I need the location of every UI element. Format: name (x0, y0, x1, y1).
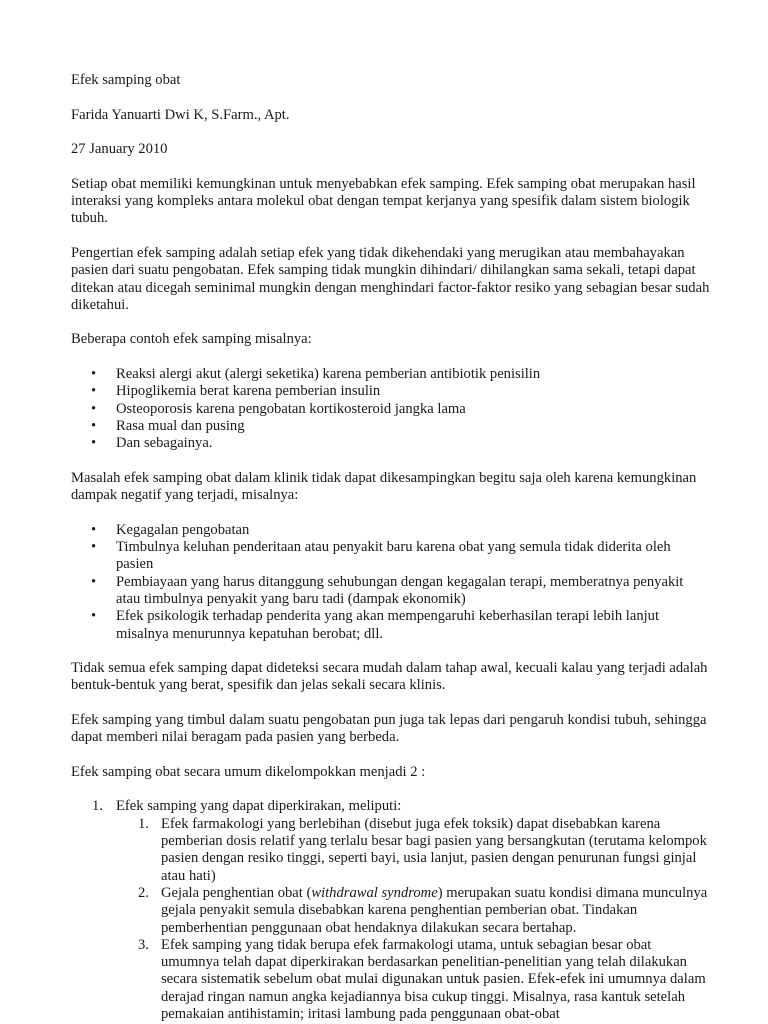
bullet-icon: • (91, 417, 97, 434)
impacts-list (71, 522, 711, 643)
list-item: • Rasa mual dan pusing (91, 417, 245, 434)
bullet-icon: • (91, 400, 97, 417)
list-number: 3. (138, 936, 149, 953)
paragraph-groups-lead: Efek samping obat secara umum dikelompokkan menjadi 2 : (71, 763, 426, 780)
list-item (71, 798, 711, 1023)
examples-list (71, 366, 711, 452)
list-item: • Kegagalan pengobatan (91, 521, 250, 538)
bullet-icon: • (91, 383, 97, 400)
paragraph-examples-lead: Beberapa contoh efek samping misalnya: (71, 331, 312, 348)
bullet-icon: • (91, 608, 97, 625)
list-item: • Efek psikologik terhadap penderita yang akan mempengaruhi keberhasilan terapi lebih lanjut misalnya menurunnya kepatuhan berobat; dll. (91, 608, 660, 642)
sub-list (116, 816, 711, 1024)
paragraph-detection: Tidak semua efek samping dapat dideteksi secara mudah dalam tahap awal, kecuali kalau yang terjadi adalah bentuk-bentuk yang berat, spesifik dan jelas sekali secara klinis. (71, 660, 708, 694)
italic-term: withdrawal syndrome (311, 884, 438, 901)
list-item: 3. Efek samping yang tidak berupa efek farmakologi utama, untuk sebagian besar obat umumnya telah dapat diperkirakan berdasarkan penelitian-penelitian yang telah dilakukan secara sistematik sebelum obat mulai digunakan untuk pasien. Efek-efek ini umumnya dalam derajad ringan namun angka kejadiannya bisa cukup tinggi. Misalnya, rasa kantuk setelah pemakaian antihistamin; iritasi lambung pada penggunaan obat-obat (138, 936, 706, 1023)
list-item: • Dan sebagainya. (91, 435, 213, 452)
paragraph-impacts-lead: Masalah efek samping obat dalam klinik tidak dapat dikesampingkan begitu saja oleh karena kemungkinan dampak negatif yang terjadi, misalnya: (71, 469, 697, 504)
list-item: • Reaksi alergi akut (alergi seketika) karena pemberian antibiotik penisilin (91, 366, 541, 383)
bullet-icon: • (91, 521, 97, 538)
paragraph-intro: Setiap obat memiliki kemungkinan untuk menyebabkan efek samping. Efek samping obat merupakan hasil interaksi yang kompleks antara molekul obat dengan tempat kerjanya yang spesifik dalam sistem biologik tubuh. (71, 175, 696, 227)
list-item: • Hipoglikemia berat karena pemberian insulin (91, 383, 381, 400)
groups-list (71, 798, 711, 1023)
list-item: 2. Gejala penghentian obat (withdrawal syndrome) merupakan suatu kondisi dimana munculnya gejala penyakit semula disebabkan karena penghentian pemberian obat. Tindakan pemberhentian penggunaan obat hendaknya dilakukan secara bertahap. (138, 884, 708, 936)
document-page (71, 72, 711, 1023)
list-item: • Timbulnya keluhan penderitaan atau penyakit baru karena obat yang semula tidak diderita oleh pasien (91, 539, 671, 573)
group-label: Efek samping yang dapat diperkirakan, meliputi: (116, 798, 402, 815)
document-author: Farida Yanuarti Dwi K, S.Farm., Apt. (71, 106, 290, 123)
list-item: 1. Efek farmakologi yang berlebihan (disebut juga efek toksik) dapat disebabkan karena pemberian dosis relatif yang terlalu besar bagi pasien yang bersangkutan (terutama kelompok pasien dengan resiko tinggi, seperti bayi, usia lanjut, pasien dengan penurunan fungsi ginjal atau hati) (138, 815, 707, 884)
paragraph-body-condition: Efek samping yang timbul dalam suatu pengobatan pun juga tak lepas dari pengaruh kondisi tubuh, sehingga dapat memberi nilai beragam pada pasien yang berbeda. (71, 711, 707, 746)
list-item: • Osteoporosis karena pengobatan kortikosteroid jangka lama (91, 400, 466, 417)
list-number: 2. (138, 884, 149, 901)
list-number: 1. (92, 798, 103, 815)
bullet-icon: • (91, 573, 97, 590)
document-date: 27 January 2010 (71, 141, 168, 158)
bullet-icon: • (91, 435, 97, 452)
bullet-icon: • (91, 366, 97, 383)
paragraph-definition: Pengertian efek samping adalah setiap efek yang tidak dikehendaki yang merugikan atau membahayakan pasien dari suatu pengobatan. Efek samping tidak mungkin dihindari/ dihilangkan sama sekali, tetapi dapat ditekan atau dicegah seminimal mungkin dengan menghindari factor-faktor resiko yang sebagian besar sudah diketahui. (71, 244, 710, 313)
bullet-icon: • (91, 539, 97, 556)
list-number: 1. (138, 815, 149, 832)
list-item: • Pembiayaan yang harus ditanggung sehubungan dengan kegagalan terapi, memberatnya penyakit atau timbulnya penyakit yang baru tadi (dampak ekonomik) (91, 573, 684, 607)
document-title: Efek samping obat (71, 72, 181, 88)
